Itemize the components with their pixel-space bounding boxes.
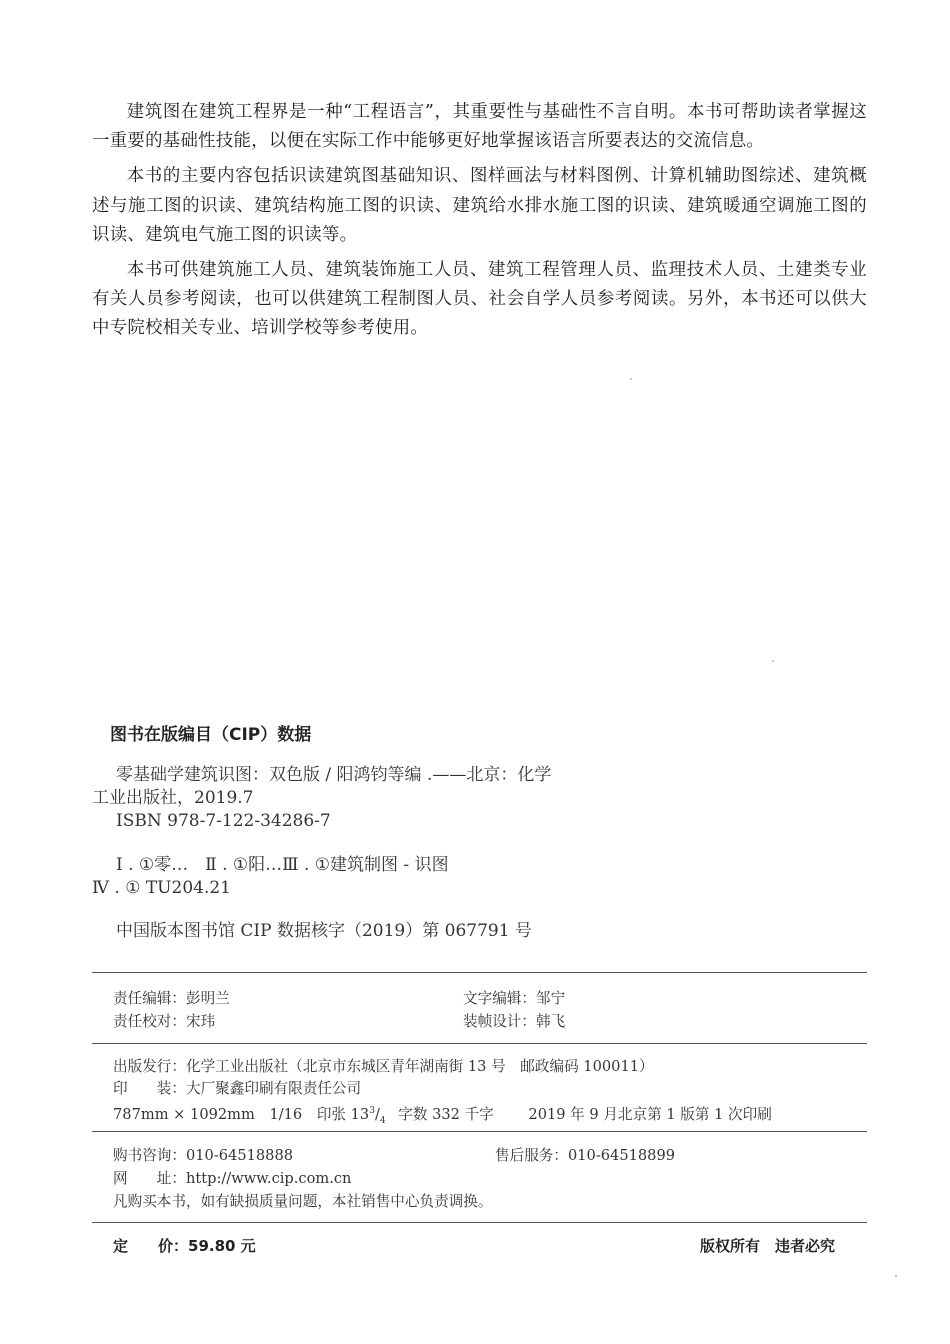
cip-record (92, 764, 652, 943)
cip-title: 图书在版编目（CIP）数据 (110, 725, 312, 745)
paper-speck (772, 660, 774, 662)
edition-info: 2019 年 9 月北京第 1 版第 1 次印刷 (528, 1105, 772, 1123)
description-paragraph-2: 本书的主要内容包括识读建筑图基础知识、图样画法与材料图例、计算机辅助图综述、建筑概述与施工图的识读、建筑结构施工图的识读、建筑给水排水施工图的识读、建筑暖通空调施工图的识读、建筑电气施工图的识读等。 (92, 166, 867, 245)
divider-top (92, 972, 867, 973)
book-description (92, 98, 867, 350)
paper-speck (630, 378, 632, 380)
copyright-notice: 版权所有 违者必究 (700, 1237, 836, 1255)
purchase-hotline: 购书咨询：010-64518888 (113, 1147, 294, 1164)
paper-speck (895, 1275, 897, 1277)
cip-approval-number: 中国版本图书馆 CIP 数据核字（2019）第 067791 号 (116, 921, 532, 941)
publisher-info: 出版发行：化学工业出版社（北京市东城区青年湖南街 13 号 邮政编码 100011） (113, 1058, 654, 1075)
responsible-editor: 责任编辑：彭明兰 (113, 990, 230, 1007)
word-count: 字数 332 千字 (398, 1105, 494, 1123)
divider-middle (92, 1043, 867, 1044)
exchange-notice: 凡购买本书，如有缺损质量问题，本社销售中心负责调换。 (113, 1193, 493, 1210)
aftersale-hotline: 售后服务：010-64518899 (495, 1147, 676, 1164)
price: 定 价：59.80 元 (113, 1237, 256, 1255)
cover-designer: 装帧设计：韩飞 (463, 1013, 566, 1030)
description-paragraph-1: 建筑图在建筑工程界是一种“工程语言”，其重要性与基础性不言自明。本书可帮助读者掌握这一重要的基础性技能，以便在实际工作中能够更好地掌握该语言所要表达的交流信息。 (92, 102, 867, 152)
proofreader: 责任校对：宋玮 (113, 1013, 216, 1030)
cip-publisher-line: 工业出版社，2019.7 (92, 788, 254, 808)
divider-bottom (92, 1222, 867, 1223)
sheets-fraction-numerator: 3 (369, 1106, 375, 1116)
print-specs: 787mm × 1092mm 1/16 印张 $13^3/_4$ 字数 332 千字 2019 年 9 月北京第 1 版第 1 次印刷 (113, 1105, 772, 1126)
cip-bibliographic-line: 零基础学建筑识图：双色版 / 阳鸿钧等编 .——北京：化学 (116, 765, 552, 785)
sheets-fraction-denominator: 4 (379, 1115, 386, 1126)
website: 网 址：http://www.cip.com.cn (113, 1170, 352, 1187)
description-paragraph-3: 本书可供建筑施工人员、建筑装饰施工人员、建筑工程管理人员、监理技术人员、土建类专业有关人员参考阅读，也可以供建筑工程制图人员、社会自学人员参考阅读。另外，本书还可以供大中专院校相关专业、培训学校等参考使用。 (92, 260, 867, 339)
printer-info: 印 装：大厂聚鑫印刷有限责任公司 (113, 1080, 362, 1097)
cip-subject-line: Ⅰ . ①零… Ⅱ . ①阳…Ⅲ . ①建筑制图 - 识图 (116, 855, 449, 875)
text-editor: 文字编辑：邹宁 (463, 990, 566, 1007)
cip-classification: Ⅳ . ① TU204.21 (92, 878, 231, 898)
cip-isbn: ISBN 978-7-122-34286-7 (116, 811, 331, 831)
divider-lower (92, 1131, 867, 1132)
format-sheets: 787mm × 1092mm 1/16 印张 13 (113, 1105, 370, 1123)
